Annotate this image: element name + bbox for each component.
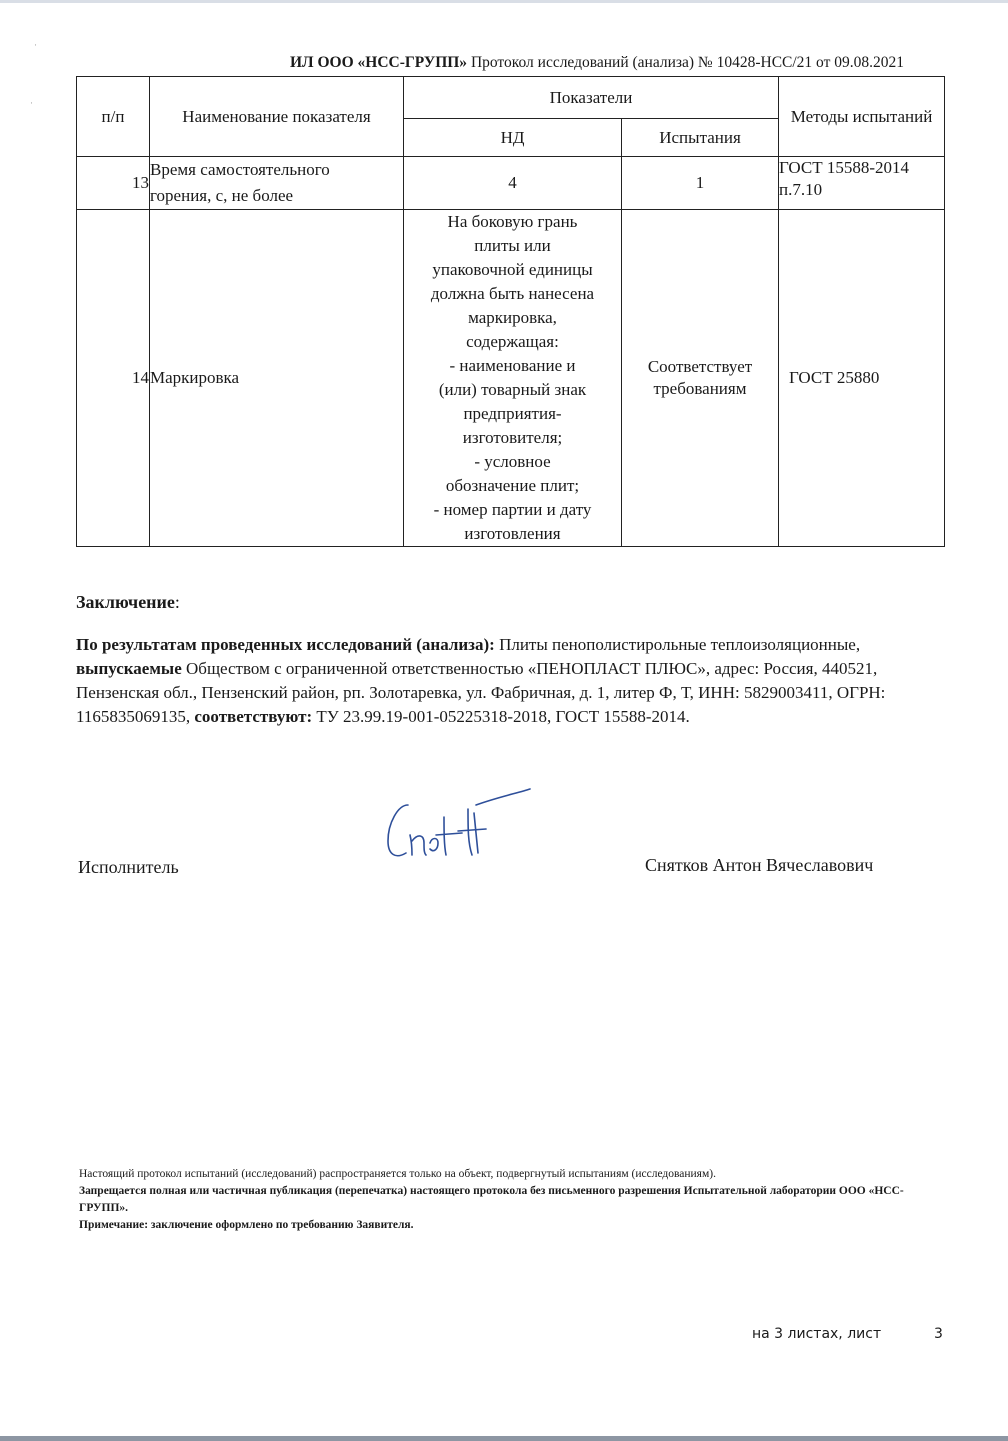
nd-line: плиты или bbox=[474, 236, 551, 255]
conclusion-part: Обществом с ограниченной ответственностью «ПЕНОПЛАСТ ПЛЮС», адрес: Россия, 440521, Пензенская обл., Пензенский район, рп. Золотаревка, ул. Фабричная, д. 1, литер Ф, Т, ИНН: 5829003411, ОГРН: 1165835069135, bbox=[76, 659, 886, 726]
test-line: Соответствует bbox=[647, 357, 753, 376]
row-method-line: п.7.10 bbox=[779, 180, 823, 199]
executor-name: Снятков Антон Вячеславович bbox=[645, 855, 874, 875]
lab-name: ИЛ ООО «НСС-ГРУПП» bbox=[290, 54, 468, 71]
conclusion-bold: соответствуют: bbox=[194, 707, 313, 726]
nd-line: - наименование и bbox=[449, 356, 576, 375]
row-nd-value bbox=[404, 210, 622, 547]
executor-role: Исполнитель bbox=[78, 857, 179, 877]
nd-line: изготовления bbox=[464, 524, 561, 543]
conclusion-lead: По результатам проведенных исследований (анализа): bbox=[76, 635, 495, 654]
col-header-indicators: Показатели bbox=[404, 77, 779, 119]
row-nd-value: 4 bbox=[404, 157, 622, 210]
footer-line: Запрещается полная или частичная публикация (перепечатка) настоящего протокола без письменного разрешения Испытательной лаборатории ООО «НСС-ГРУПП». bbox=[79, 1185, 904, 1214]
conclusion-title-colon: : bbox=[174, 592, 180, 612]
conclusion-part: Плиты пенополистирольные теплоизоляционные, bbox=[494, 635, 861, 654]
scan-artifact: · bbox=[34, 40, 37, 50]
conclusion-text bbox=[76, 633, 946, 729]
protocol-title: Протокол исследований (анализа) № 10428-НСС/21 от 09.08.2021 bbox=[470, 54, 904, 71]
nd-line: На боковую грань bbox=[447, 212, 578, 231]
table-header-row bbox=[77, 77, 945, 119]
nd-line: - номер партии и дату bbox=[433, 500, 592, 519]
footer-line: Настоящий протокол испытаний (исследований) распространяется только на объект, подвергнутый испытаниям (исследованиям). bbox=[79, 1168, 716, 1180]
test-line: требованиям bbox=[653, 379, 747, 398]
nd-line: содержащая: bbox=[466, 332, 559, 351]
col-header-methods: Методы испытаний bbox=[779, 77, 945, 157]
row-test-value bbox=[622, 210, 779, 547]
row-name bbox=[150, 157, 404, 210]
row-num: 13 bbox=[77, 157, 150, 210]
table-row bbox=[77, 210, 945, 547]
conclusion-title: Заключение bbox=[76, 592, 175, 612]
nd-line: предприятия- bbox=[463, 404, 562, 423]
page-count-label: на 3 листах, лист bbox=[752, 1326, 882, 1342]
page-header bbox=[290, 54, 904, 72]
scan-bottom-edge bbox=[0, 1436, 1008, 1441]
col-header-nd: НД bbox=[404, 119, 622, 157]
conclusion-bold: выпускаемые bbox=[76, 659, 182, 678]
row-method bbox=[779, 157, 945, 210]
nd-line: обозначение плит; bbox=[445, 476, 580, 495]
row-name-line: Время самостоятельного bbox=[150, 160, 330, 179]
nd-line: маркировка, bbox=[468, 308, 557, 327]
col-header-name: Наименование показателя bbox=[150, 77, 404, 157]
results-table bbox=[76, 76, 945, 547]
nd-line: (или) товарный знак bbox=[438, 380, 587, 399]
row-num: 14 bbox=[77, 210, 150, 547]
nd-line: - условное bbox=[474, 452, 551, 471]
conclusion-heading bbox=[76, 592, 180, 613]
scan-artifact: · bbox=[30, 98, 33, 108]
row-name: Маркировка bbox=[150, 210, 404, 547]
handwritten-signature bbox=[378, 783, 538, 868]
conclusion-part: ТУ 23.99.19-001-05225318-2018, ГОСТ 15588-2014. bbox=[312, 707, 690, 726]
col-header-tests: Испытания bbox=[622, 119, 779, 157]
col-header-num: п/п bbox=[77, 77, 150, 157]
row-method-line: ГОСТ 15588-2014 bbox=[779, 158, 910, 177]
scan-top-edge bbox=[0, 0, 1008, 3]
table-row bbox=[77, 157, 945, 210]
row-method: ГОСТ 25880 bbox=[779, 210, 945, 547]
page-number: 3 bbox=[934, 1326, 943, 1342]
footer-notes bbox=[79, 1166, 939, 1234]
nd-line: упаковочной единицы bbox=[432, 260, 593, 279]
row-test-value: 1 bbox=[622, 157, 779, 210]
footer-line: Примечание: заключение оформлено по требованию Заявителя. bbox=[79, 1219, 414, 1231]
nd-line: должна быть нанесена bbox=[430, 284, 595, 303]
nd-line: изготовителя; bbox=[462, 428, 563, 447]
row-name-line: горения, с, не более bbox=[150, 186, 294, 205]
